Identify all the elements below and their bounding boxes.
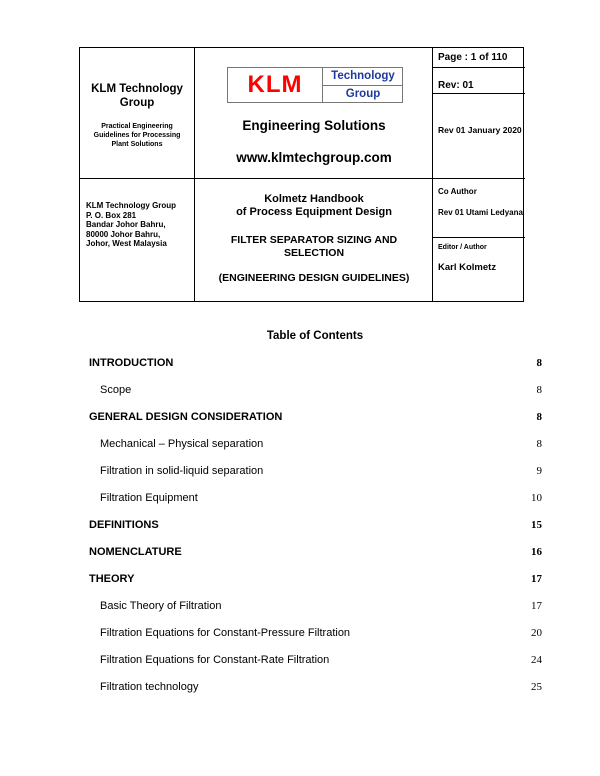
- toc-entry-label: Filtration in solid-liquid separation: [100, 465, 264, 477]
- toc-entry[interactable]: [0, 519, 600, 535]
- handbook-title-line: Kolmetz Handbook: [264, 193, 364, 205]
- toc-entry[interactable]: [0, 681, 600, 697]
- address-line: P. O. Box 281: [86, 210, 137, 220]
- toc-entry[interactable]: [0, 465, 600, 481]
- toc-entry-page: 17: [531, 600, 542, 612]
- company-name-line: KLM Technology: [91, 83, 183, 95]
- tagline-line: Plant Solutions: [111, 141, 163, 148]
- header-divider: [432, 67, 525, 68]
- address-line: Johor, West Malaysia: [86, 239, 167, 248]
- document-title-cell: [195, 179, 432, 303]
- toc-entry[interactable]: [0, 411, 600, 427]
- toc-entry-label: NOMENCLATURE: [89, 546, 182, 558]
- toc-entry[interactable]: [0, 384, 600, 400]
- toc-entry-label: THEORY: [89, 573, 135, 585]
- logo-klm-text: KLM: [247, 71, 303, 98]
- editor-label: Editor / Author: [438, 244, 487, 251]
- engineering-solutions-text: Engineering Solutions: [242, 118, 386, 133]
- document-header-table: [79, 47, 524, 302]
- document-title: [195, 234, 433, 260]
- handbook-title: [195, 193, 433, 219]
- branding-cell: [195, 48, 432, 178]
- toc-entry-label: Scope: [100, 384, 132, 396]
- company-tagline: [80, 122, 194, 149]
- toc-entry-page: 9: [536, 465, 542, 477]
- toc-entry-page: 8: [536, 438, 542, 450]
- toc-entry[interactable]: [0, 627, 600, 643]
- toc-entry-page: 8: [536, 357, 542, 369]
- handbook-title-line: of Process Equipment Design: [236, 206, 392, 218]
- header-divider: [432, 237, 525, 238]
- toc-entry-label: Filtration technology: [100, 681, 199, 693]
- toc-entry-page: 20: [531, 627, 542, 639]
- toc-entry-page: 25: [531, 681, 542, 693]
- revision-date: Rev 01 January 2020: [438, 125, 522, 135]
- company-name-line: Group: [119, 97, 155, 109]
- toc-entry-label: DEFINITIONS: [89, 519, 159, 531]
- document-title-line: FILTER SEPARATOR SIZING AND: [230, 234, 398, 246]
- klm-logo: [227, 67, 403, 103]
- address-line: 80000 Johor Bahru,: [86, 229, 161, 239]
- toc-entry-label: GENERAL DESIGN CONSIDERATION: [89, 411, 283, 423]
- toc-entry[interactable]: [0, 357, 600, 373]
- guidelines-label: (ENGINEERING DESIGN GUIDELINES): [218, 272, 410, 284]
- website-text: www.klmtechgroup.com: [236, 150, 392, 165]
- tagline-line: Practical Engineering: [101, 123, 173, 130]
- toc-entry-page: 16: [531, 546, 542, 558]
- co-author-label: Co Author: [438, 187, 477, 196]
- header-divider: [432, 93, 525, 94]
- toc-entry-label: Filtration Equations for Constant-Pressure Filtration: [100, 627, 351, 639]
- toc-entry[interactable]: [0, 600, 600, 616]
- toc-entry-label: Mechanical – Physical separation: [100, 438, 264, 450]
- toc-entry[interactable]: [0, 573, 600, 589]
- toc-entry-page: 8: [536, 411, 542, 423]
- toc-entry[interactable]: [0, 546, 600, 562]
- logo-group-text: Group: [345, 88, 381, 100]
- toc-entry-page: 10: [531, 492, 542, 504]
- company-cell: [80, 48, 194, 178]
- toc-entry-label: Filtration Equations for Constant-Rate Filtration: [100, 654, 330, 666]
- document-title-line: SELECTION: [283, 247, 345, 259]
- co-author-value: Rev 01 Utami Ledyana: [438, 208, 523, 217]
- toc-entry-page: 24: [531, 654, 542, 666]
- editor-value: Karl Kolmetz: [438, 262, 497, 273]
- toc-entry-label: Filtration Equipment: [100, 492, 198, 504]
- toc-entry-label: Basic Theory of Filtration: [100, 600, 222, 612]
- logo-technology-text: Technology: [331, 70, 395, 82]
- toc-entry-label: INTRODUCTION: [89, 357, 174, 369]
- toc-entry[interactable]: [0, 492, 600, 508]
- toc-entry[interactable]: [0, 438, 600, 454]
- revision-number: Rev: 01: [438, 80, 474, 91]
- toc-entry-page: 8: [536, 384, 542, 396]
- company-address: [86, 201, 176, 249]
- address-line: KLM Technology Group: [86, 201, 177, 210]
- toc-entry-page: 17: [531, 573, 542, 585]
- toc-entry[interactable]: [0, 654, 600, 670]
- logo-right-box: [322, 68, 403, 102]
- toc-entry-page: 15: [531, 519, 542, 531]
- toc-title: Table of Contents: [266, 330, 364, 342]
- page-number: Page : 1 of 110: [438, 52, 508, 63]
- company-name: [80, 82, 194, 110]
- tagline-line: Guidelines for Processing: [93, 132, 181, 139]
- header-divider: [432, 48, 433, 301]
- address-line: Bandar Johor Bahru,: [86, 220, 166, 229]
